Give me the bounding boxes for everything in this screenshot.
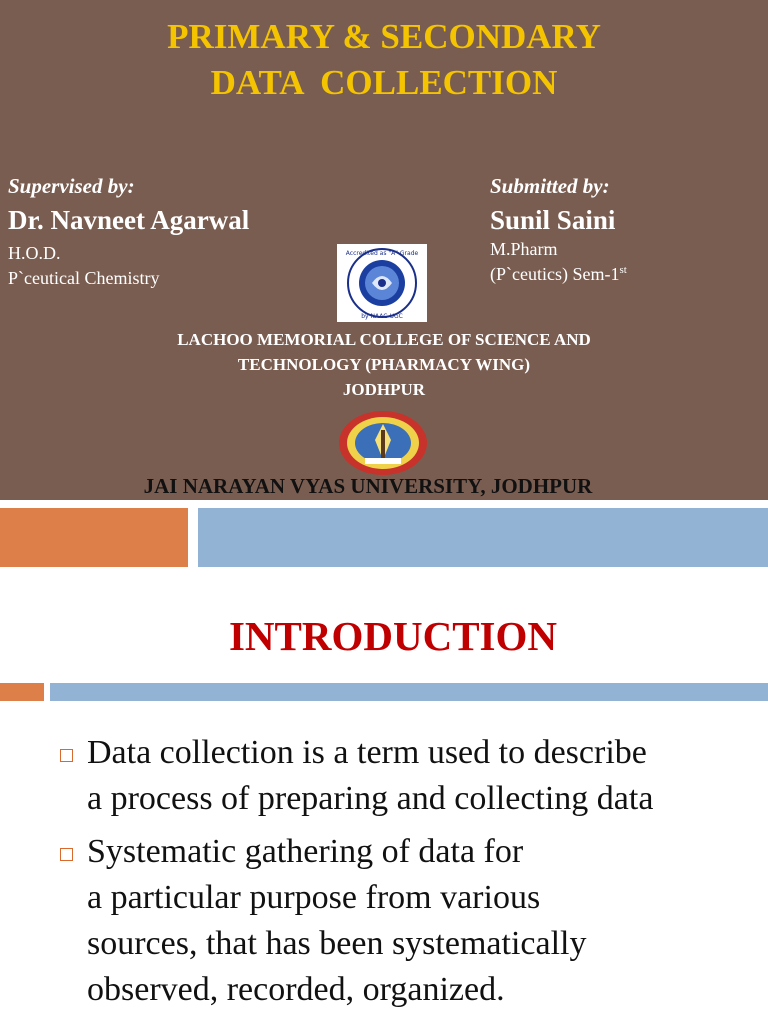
college-line-1: LACHOO MEMORIAL COLLEGE OF SCIENCE AND xyxy=(177,330,591,349)
student-degree: M.Pharm xyxy=(490,239,558,259)
accent-bar-blue xyxy=(198,508,768,567)
student-spec-sup: st xyxy=(619,264,627,276)
student-specialization xyxy=(490,264,627,285)
svg-text:Accredited as "A" Grade: Accredited as "A" Grade xyxy=(345,250,419,257)
bullet-line: Systematic gathering of data for xyxy=(87,833,524,870)
intro-title: INTRODUCTION xyxy=(228,613,558,659)
bullet-line: Data collection is a term used to describe xyxy=(87,734,647,771)
naac-logo-icon xyxy=(337,244,427,322)
submitted-label: Submitted by: xyxy=(490,174,610,198)
bullet-line: observed, recorded, organized. xyxy=(87,971,505,1008)
bullet-item xyxy=(60,829,760,1013)
divider-bar-blue xyxy=(50,683,768,701)
title-line-2: DATA COLLECTION xyxy=(210,63,558,102)
jnvu-emblem-icon xyxy=(335,410,431,476)
svg-text:by NAAC-UGC: by NAAC-UGC xyxy=(361,313,403,320)
supervised-label: Supervised by: xyxy=(8,174,135,198)
student-spec-text: (P`ceutics) Sem-1 xyxy=(490,264,620,284)
university-name: JAI NARAYAN VYAS UNIVERSITY, JODHPUR xyxy=(143,474,593,498)
supervisor-role: H.O.D. xyxy=(8,243,61,263)
checkbox-bullet-icon xyxy=(60,848,73,861)
checkbox-bullet-icon xyxy=(60,749,73,762)
bullet-line: sources, that has been systematically xyxy=(87,925,587,962)
bullet-line: a particular purpose from various xyxy=(87,879,541,916)
bullet-line: a process of preparing and collecting data xyxy=(87,780,654,817)
college-line-3: JODHPUR xyxy=(342,380,426,399)
supervisor-name: Dr. Navneet Agarwal xyxy=(8,205,250,235)
accent-bar-orange xyxy=(0,508,188,567)
bullet-item xyxy=(60,730,760,822)
title-slide xyxy=(0,0,768,500)
title-line-1: PRIMARY & SECONDARY xyxy=(167,17,601,56)
college-name xyxy=(0,327,768,402)
supervisor-department: P`ceutical Chemistry xyxy=(8,268,160,288)
student-name: Sunil Saini xyxy=(490,205,616,235)
slide-title xyxy=(0,14,768,106)
college-line-2: TECHNOLOGY (PHARMACY WING) xyxy=(237,355,531,374)
divider-bar-orange xyxy=(0,683,44,701)
